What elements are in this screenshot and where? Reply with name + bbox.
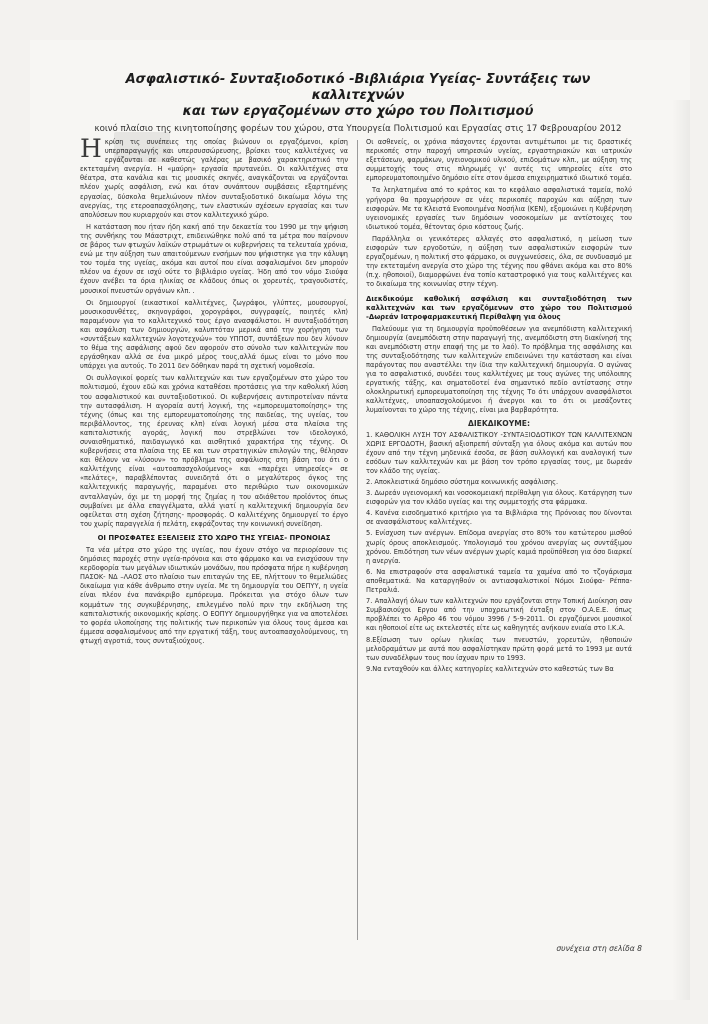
demand-item: 2. Αποκλειστικά δημόσιο σύστημα κοινωνικής ασφάλισης. bbox=[366, 478, 559, 486]
section-heading: ΟΙ ΠΡΟΣΦΑΤΕΣ ΕΞΕΛΙΞΕΙΣ ΣΤΟ ΧΩΡΟ ΤΗΣ ΥΓΕΙΑΣ- ΠΡΟΝΟΙΑΣ bbox=[97, 533, 331, 542]
article-title-line-2: και των εργαζομένων στο χώρο του Πολιτισμού bbox=[182, 104, 534, 119]
paragraph: Οι ασθενείς, οι χρόνια πάσχοντες έρχονται αντιμέτωποι με τις δραστικές περικοπές στην παροχή υπηρεσιών υγείας, εργαστηριακών και ιατρικών εξετάσεων, φαρμάκων, υγειονομικού υλικού, επιδομάτων κλπ., με αύξηση της συμμετοχής τους στις πληρωμές γι' αυτές τις υπηρεσίες είτε στο εμπορευματοποιημένο δημόσιο είτε στον άμεσα επιχειρηματικό ιδιωτικό τομέα. bbox=[366, 138, 632, 183]
paragraph-text: κρίση τις συνέπειες της οποίας βιώνουν οι εργαζόμενοι, κρίση υπερπαραγωγής και υπερσυσσώρευσης, βρίσκει τους καλλιτέχνες να εργάζονται σε καθεστώς γαλέρας με βασικό χαρακτηριστικό την εκτεταμένη ανεργία. Η «μαύρη» εργασία πρυτανεύει. Οι καλλιτέχνες στα θέατρα, στα κανάλια και τις μουσικές σκηνές, αναγκάζονται να εργάζονται πλέον χωρίς ασφάλιση, ενώ και όταν συνάπτουν συμβάσεις εξαρτημένης εργασίας, δύσκολα θεμελιώνουν πλέον συνταξιοδοτικό δικαίωμα λόγω της ανεργίας, της ετεροαπασχόλησης, των ελαστικών σχέσεων εργασίας και των απολύσεων που κυριαρχούν και στον καλλιτεχνικό χώρο. bbox=[80, 138, 348, 219]
paragraph: Τα νέα μέτρα στο χώρο της υγείας, που έχουν στόχο να περιορίσουν τις δημόσιες παροχές στην υγεία-πρόνοια και στο φάρμακο και να ενισχύσουν την κερδοφορία των μεγάλων ιδιωτικών μονάδων, που πρόσφατα πήρε η κυβέρνηση ΠΑΣΟΚ- ΝΔ –ΛΑΟΣ στο πλαίσιο των επιταγών της ΕΕ, πλήττουν το θεμελιώδες δικαίωμα για κάθε άνθρωπο στην υγεία. Με τη δημιουργία του ΟΕΠΥΥ, η υγεία είναι πλέον ένα πανάκριβο εμπόρευμα. Πρόκειται για στόχο όλων των κομμάτων της συγκυβέρνησης, επιλεγμένο πολύ πριν την εκδήλωση της καπιταλιστικής οικονομικής κρίσης. Ο ΕΟΠΥΥ δημιουργήθηκε για να αποτελέσει το φορέα υλοποίησης της πολιτικής των περικοπών για όλους τους άμεσα και έμμεσα ασφαλισμένους από την εργατική τάξη, τους αυτοαπασχολούμενους, τη φτωχή αγροτιά, τους συνταξιούχους. bbox=[80, 545, 348, 645]
paragraph: Η κατάσταση που ήταν ήδη κακή από την δεκαετία του 1990 με την ψήφιση της συνθήκης του Μάαστριχτ, επιδεινώθηκε πολύ από τα μέτρα που παίρνουν σε βάρος των φτωχών λαϊκών στρωμάτων οι κυβερνήσεις τα τελευταία χρόνια, ενώ με την αύξηση των απαιτούμενων ενσήμων που ψήφιστηκε για την κάλυψη του τομέα της υγείας, ακόμα και αυτοί που είναι ασφαλισμένοι δεν μπορούν πλέον να έχουν σε ισχύ ούτε το βιβλιάριο υγείας. Ήδη από τον νόμο Σιούφα έχουν ανέβει τα όρια ηλικίας σε κλάδους όπως οι χορευτές, τραγουδιστές, μουσικοί πνευστών οργάνων κλπ. . bbox=[80, 222, 348, 295]
demand-item: 7. Απαλλαγή όλων των καλλιτεχνών που εργάζονται στην Τοπική Διοίκηση σαν Συμβασιούχοι Εργου από την υποχρεωτική ένταξη στον Ο.Α.Ε.Ε. όπως προβλέπει το Αρθρο 46 του νόμου 3996 / 5-9-2011. Οι εργαζόμενοι μουσικοί και ηθοποιοί είτε ως εκτελεστές είτε ως καθηγητές ανήκουν ενιαία στο Ι.Κ.Α. bbox=[366, 597, 632, 633]
column-divider bbox=[357, 140, 358, 940]
demand-item: 4. Κανένα εισοδηματικό κριτήριο για τα Βιβλιάρια της Πρόνοιας που δίνονται σε ανασφάλιστους καλλιτέχνες. bbox=[366, 509, 632, 527]
drop-cap: Η bbox=[80, 134, 102, 163]
paragraph: Οι δημιουργοί (εικαστικοί καλλιτέχνες, ζωγράφοι, γλύπτες, μουσουργοί, μουσικοσυνθέτες, σκηνογράφοι, χορογράφοι, συγγραφείς, ποιητές κλπ) παραμένουν για το καλλιτεχνικό τους έργο ανασφάλιστοι. Η συνταξιοδότηση και ασφάλιση των δημιουργών, καλυπτόταν μερικά από την χορήγηση των «συντάξεων καλλιτεχνών λογοτεχνών» του ΥΠΠΟΤ, συντάξεων που δεν λύνουν το θέμα της ασφάλισης αφού δεν αφορούν στο σύνολο των καλλιτεχνών που εργάσθηκαν αλλά σε ένα μικρό μέρος τους,αλλά όμως είναι το μόνο που υπάρχει για αυτούς. Το 2011 δεν δόθηκαν παρά τη σχετική νομοθεσία. bbox=[80, 298, 348, 371]
right-column bbox=[366, 138, 632, 676]
paragraph: Παράλληλα οι γενικότερες αλλαγές στο ασφαλιστικό, η μείωση των εισφορών των εργοδοτών, η αύξηση των ασφαλιστικών εισφορών των εργαζομένων, η πολιτική στο φάρμακο, οι συγχωνεύσεις, όλα, σε συνδυασμό με την εκτεταμένη ανεργία στο χώρο της τέχνης που φθάνει ακόμα και στο 80% (π.χ. ηθοποιοί), διαμορφώνει ένα τοπίο καταστροφικό για τους καλλιτέχνες και το δικαίωμα της κοινωνίας στην τέχνη. bbox=[366, 234, 632, 289]
article-subtitle: κοινό πλαίσιο της κινητοποίησης φορέων του χώρου, στα Υπουργεία Πολιτισμού και Εργασίας στις 17 Φεβρουαρίου 2012 bbox=[94, 124, 622, 134]
paragraph bbox=[80, 134, 348, 220]
continued-note: συνέχεια στη σελίδα 8 bbox=[556, 944, 642, 953]
paragraph: Οι συλλογικοί φορείς των καλλιτεχνών και των εργαζομένων στο χώρο του πολιτισμού, έχουν εδώ και χρόνια καταθέσει προτάσεις για την καθολική λύση του ασφαλιστικού και συνταξιοδοτικού. Οι κυβερνήσεις αντιπροτείναν πάντα την αυτασφάλιση. Η αγοραία αυτή λογική, της «εμπορευματοποίησης» της τέχνης (όπως και της εμπορευματοποίησης της παιδείας, της υγείας, του περιβάλλοντος, της έρευνας κλπ) είναι λογική μέσα στα πλαίσια της καπιταλιστικής αγοράς, λογική που στρεβλώνει τον ιδεολογικό, συναισθηματικό, παιδαγωγικό και αισθητικό χαρακτήρα της τέχνης. Οι κυβερνήσεις στα πλαίσια της ΕΕ και των στρατηγικών επιλογών της, θέλησαν και θέλουν να «λύσουν» το πρόβλημα της ασφάλισης στη βάση του ότι ο καλλιτέχνης είναι «αυτοαπασχολούμενος» και «παρέχει υπηρεσίες» σε «πελάτες», παραβλέποντας συνειδητά ότι ο μεγαλύτερος όγκος της καλλιτεχνικής παραγωγής, παραμένει στο περιθώριο των οικονομικών ανταλλαγών, όχι με τη μορφή της ζημίας η του αδιάθετου προϊόντος όπως συμβαίνει με άλλα επαγγέλματα, αλλά γιατί η καλλιτεχνική δημιουργία δεν οφείλεται στη σχέση ζήτησης- προσφοράς. Ο καλλιτέχνης δημιουργεί το έργο του χωρίς παραγγελία ή πελάτη, εκφράζοντας την κοινωνική συνείδηση. bbox=[80, 374, 348, 528]
section-heading: Διεκδικούμε καθολική ασφάλιση και συνταξιοδότηση των καλλιτεχνών και των εργαζόμενων στο χώρο του Πολιτισμού -Δωρεάν Ιατροφαρμακευτική Περίθαλψη για όλους bbox=[366, 294, 632, 321]
demands-heading: ΔΙΕΚΔΙΚΟΥΜΕ: bbox=[467, 419, 531, 429]
demand-item: 9.Να ενταχθούν και άλλες κατηγορίες καλλιτεχνών στο καθεστώς των Βα bbox=[366, 664, 614, 673]
demand-item: 1. ΚΑΘΟΛΙΚΗ ΛΥΣΗ ΤΟΥ ΑΣΦΑΛΙΣΤΙΚΟΥ -ΣΥΝΤΑΞΙΟΔΟΤΙΚΟΥ ΤΩΝ ΚΑΛΛΙΤΕΧΝΩΝ ΧΩΡΙΣ ΕΡΓΟΔΟΤΗ, βασική αξιοπρεπή σύνταξη για όλους ακόμα και αυτών που έχουν από την τέχνη μηδενικά έσοδα, σε βάση συλλογική και αναλογική των εσόδων των καλλιτεχνών και με βάση τον τρόπο εργασίας τους, με δωρεάν τον κλάδο της υγείας. bbox=[366, 430, 632, 475]
article-title-line-1: Ασφαλιστικό- Συνταξιοδοτικό -Βιβλιάρια Υγείας- Συντάξεις των καλλιτεχνών bbox=[125, 72, 591, 103]
demand-item: 8.Εξίσωση των ορίων ηλικίας των πνευστών, χορευτών, ηθοποιών μελοδραμάτων με αυτά που ασφαλίστηκαν πρώτη φορά μετά το 1993 με αυτά των συναδέλφων τους που ίσχυαν πριν το 1993. bbox=[366, 635, 632, 662]
demand-item: 6. Να επιστραφούν στα ασφαλιστικά ταμεία τα χαμένα από το τζογάρισμα αποθεματικά. Να καταργηθούν οι αντιασφαλιστικοί Νόμοι Σιούφα- Ρέππα- Πετραλιά. bbox=[366, 567, 632, 595]
page-edge-shadow bbox=[672, 100, 690, 1000]
demand-item: 3. Δωρεάν υγειονομική και νοσοκομειακή περίθαλψη για όλους. Κατάργηση των εισφορών για τον κλάδο υγείας και της συμμετοχής στα φάρμακα. bbox=[366, 489, 632, 507]
article-header bbox=[80, 72, 636, 135]
demand-item: 5. Ενίσχυση των ανέργων. Επίδομα ανεργίας στο 80% του κατώτερου μισθού χωρίς όρους αποκλεισμούς. Υπολογισμό του χρόνου ανεργίας ως συντάξιμου χρόνου. Επιδότηση των νέων ανέργων χωρίς καμιά προϋπόθεση για όσο διαρκεί η ανεργία. bbox=[366, 529, 632, 565]
paragraph: Παλεύουμε για τη δημιουργία προϋποθέσεων για ανεμπόδιστη καλλιτεχνική δημιουργία (ανεμπόδιστη στην παραγωγή της, ανεμπόδιστη στη διακίνησή της και ανεμπόδιστη στην επαφή της με το λαό). Το πρόβλημα της ασφάλισης και της συνταξιοδότησης των καλλιτεχνών επιδεινώνει την κατάσταση και είναι παράγοντας που αναστέλλει την ίδια την καλλιτεχνική δημιουργία. Ο αγώνας για το ασφαλιστικό, συνδέει τους καλλιτέχνες με τους αγώνες της υπόλοιπης εργατικής τάξης, και σηματοδοτεί ένα σημαντικό πεδίο αντίστασης στην ολοκληρωτική εμπορευματοποίηση της τέχνης Το ότι υπάρχουν ανασφάλιστοι καλλιτέχνες, υποαπασχολούμενοι ή άνεργοι και το ότι οι μεσάζοντες λυμαίνονται το χώρο της τέχνης, είναι μια βαρβαρότητα. bbox=[366, 324, 632, 415]
paragraph: Τα λεηλατημένα από το κράτος και το κεφάλαιο ασφαλιστικά ταμεία, πολύ γρήγορα θα προχωρήσουν σε νέες περικοπές παροχών και αύξηση των εισφορών. Με τα Κλειστά Ενοποιημένα Νοσήλια (ΚΕΝ), εξομοιώνει η Κυβέρνηση υγειονομικές εργασίες των δημόσιων νοσοκομείων με αντίστοιχες του ιδιωτικού τομέα, θέτοντας όριο κόστους ζωής. bbox=[366, 186, 632, 231]
left-column bbox=[80, 134, 348, 649]
